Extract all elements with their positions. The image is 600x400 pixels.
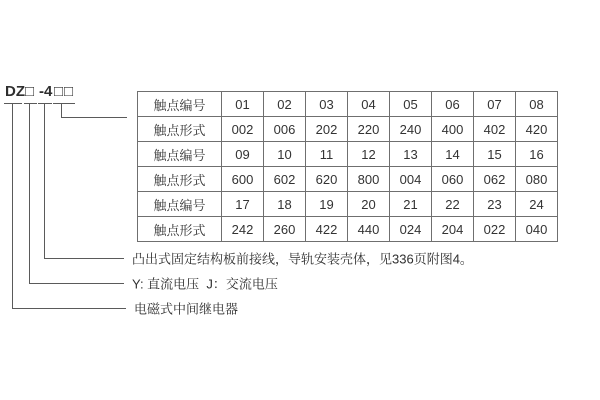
table-row <box>138 192 558 217</box>
annotation-mounting: 凸出式固定结构板前接线，导轨安装壳体，见336页附图4。 <box>132 251 473 267</box>
value-cell: 07 <box>474 92 516 117</box>
annotation-voltage: Y: 直流电压 J：交流电压 <box>132 276 278 292</box>
model-voltage-box: □ <box>25 83 35 100</box>
row-header-cell: 触点形式 <box>138 117 222 142</box>
value-cell: 062 <box>474 167 516 192</box>
value-cell: 23 <box>474 192 516 217</box>
value-cell: 240 <box>390 117 432 142</box>
value-cell: 22 <box>432 192 474 217</box>
value-cell: 15 <box>474 142 516 167</box>
value-cell: 060 <box>432 167 474 192</box>
value-cell: 040 <box>516 217 558 242</box>
table-row <box>138 117 558 142</box>
leader-line-relay-horizontal <box>12 308 126 309</box>
value-cell: 400 <box>432 117 474 142</box>
value-cell: 03 <box>306 92 348 117</box>
value-cell: 10 <box>264 142 306 167</box>
value-cell: 202 <box>306 117 348 142</box>
value-cell: 11 <box>306 142 348 167</box>
value-cell: 04 <box>348 92 390 117</box>
contact-table <box>137 91 558 242</box>
model-prefix: DZ <box>5 83 25 100</box>
leader-line-mounting-horizontal <box>44 258 124 259</box>
value-cell: 002 <box>222 117 264 142</box>
value-cell: 024 <box>390 217 432 242</box>
underline-voltage-box <box>24 103 37 104</box>
value-cell: 242 <box>222 217 264 242</box>
value-cell: 14 <box>432 142 474 167</box>
leader-line-contact-vertical <box>61 103 62 117</box>
annotation-relay-type: 电磁式中间继电器 <box>134 301 239 317</box>
value-cell: 420 <box>516 117 558 142</box>
row-header-cell: 触点形式 <box>138 167 222 192</box>
table-row <box>138 217 558 242</box>
underline-series <box>38 103 52 104</box>
value-cell: 620 <box>306 167 348 192</box>
value-cell: 080 <box>516 167 558 192</box>
value-cell: 12 <box>348 142 390 167</box>
value-cell: 440 <box>348 217 390 242</box>
row-header-cell: 触点编号 <box>138 92 222 117</box>
value-cell: 800 <box>348 167 390 192</box>
value-cell: 13 <box>390 142 432 167</box>
value-cell: 220 <box>348 117 390 142</box>
value-cell: 004 <box>390 167 432 192</box>
value-cell: 21 <box>390 192 432 217</box>
value-cell: 16 <box>516 142 558 167</box>
value-cell: 260 <box>264 217 306 242</box>
model-contact-boxes: □□ <box>54 83 75 100</box>
value-cell: 18 <box>264 192 306 217</box>
leader-line-contact-horizontal <box>61 117 127 118</box>
value-cell: 204 <box>432 217 474 242</box>
value-cell: 402 <box>474 117 516 142</box>
leader-line-voltage-horizontal <box>29 283 124 284</box>
value-cell: 20 <box>348 192 390 217</box>
value-cell: 09 <box>222 142 264 167</box>
value-cell: 02 <box>264 92 306 117</box>
underline-contact-boxes <box>53 103 75 104</box>
leader-line-relay-vertical <box>12 103 13 308</box>
row-header-cell: 触点编号 <box>138 142 222 167</box>
value-cell: 06 <box>432 92 474 117</box>
value-cell: 422 <box>306 217 348 242</box>
value-cell: 600 <box>222 167 264 192</box>
underline-prefix <box>4 103 22 104</box>
model-series: -4 <box>39 83 53 100</box>
value-cell: 19 <box>306 192 348 217</box>
leader-line-voltage-vertical <box>29 103 30 283</box>
value-cell: 24 <box>516 192 558 217</box>
value-cell: 022 <box>474 217 516 242</box>
value-cell: 01 <box>222 92 264 117</box>
value-cell: 05 <box>390 92 432 117</box>
value-cell: 08 <box>516 92 558 117</box>
contact-table-body <box>138 92 558 242</box>
table-row <box>138 92 558 117</box>
leader-line-mounting-vertical <box>44 103 45 258</box>
value-cell: 17 <box>222 192 264 217</box>
table-row <box>138 167 558 192</box>
value-cell: 006 <box>264 117 306 142</box>
row-header-cell: 触点形式 <box>138 217 222 242</box>
table-row <box>138 142 558 167</box>
value-cell: 602 <box>264 167 306 192</box>
row-header-cell: 触点编号 <box>138 192 222 217</box>
